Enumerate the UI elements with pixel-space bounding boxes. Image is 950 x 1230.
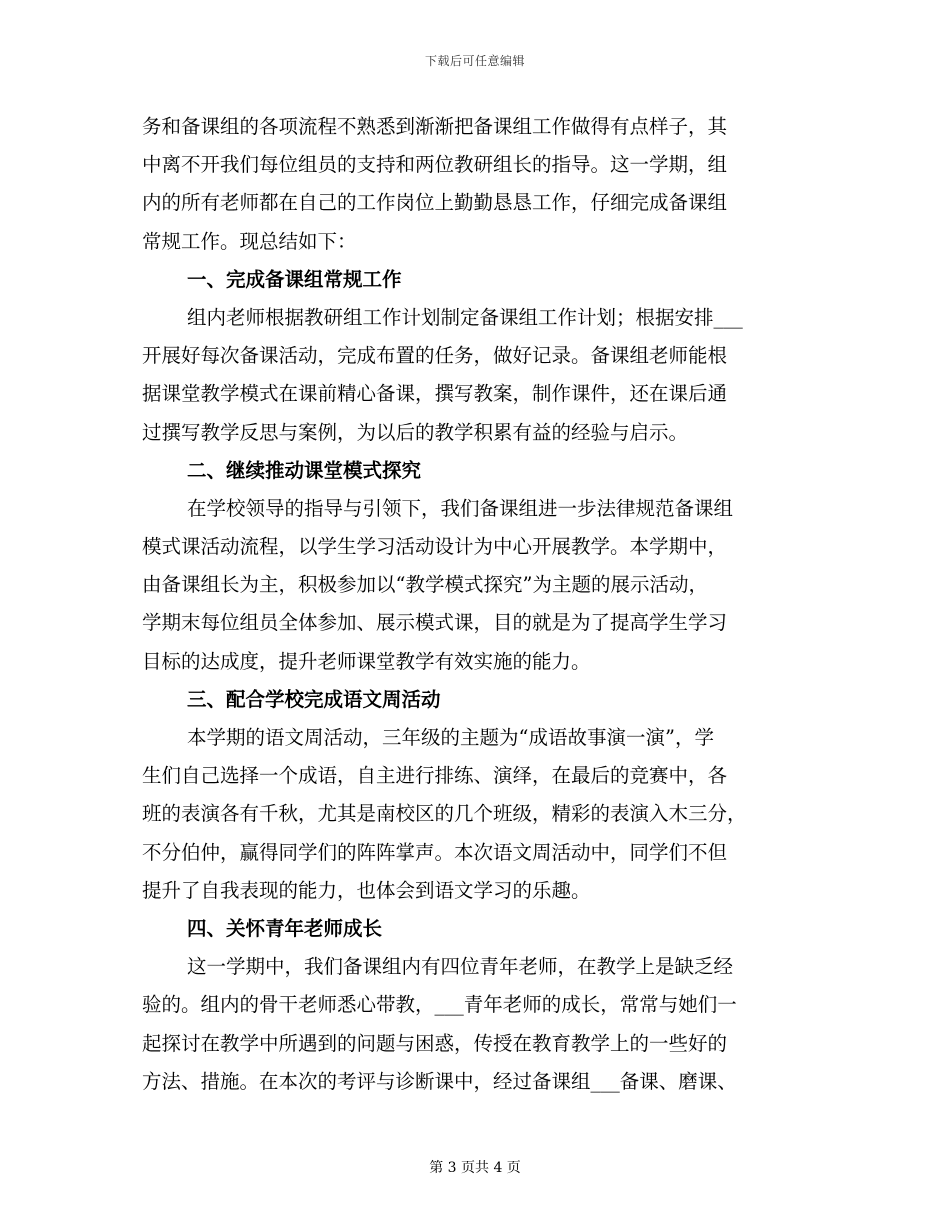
paragraph-line: 学期末每位组员全体参加、展示模式课，目的就是为了提高学生学习	[142, 611, 728, 635]
section-heading: 二、继续推动课堂模式探究	[187, 458, 422, 482]
document-body	[142, 108, 812, 1101]
paragraph-line: 不分伯仲，赢得同学们的阵阵掌声。本次语文周活动中，同学们不但	[142, 840, 728, 864]
paragraph-line: 内的所有老师都在自己的工作岗位上勤勤恳恳工作，仔细完成备课组	[142, 191, 728, 215]
paragraph-line: 提升了自我表现的能力，也体会到语文学习的乐趣。	[142, 878, 591, 902]
paragraph-line: 生们自己选择一个成语，自主进行排练、演绎，在最后的竞赛中，各	[142, 764, 728, 788]
paragraph-line: 中离不开我们每位组员的支持和两位教研组长的指导。这一学期，组	[142, 153, 728, 177]
paragraph-line: 开展好每次备课活动，完成布置的任务，做好记录。备课组老师能根	[142, 344, 728, 368]
page-header: 下载后可任意编辑	[424, 54, 525, 68]
paragraph-line: 组内老师根据教研组工作计划制定备课组工作计划；根据安排___	[187, 305, 743, 329]
paragraph-line: 常规工作。现总结如下：	[142, 229, 357, 253]
paragraph-line: 这一学期中，我们备课组内有四位青年老师，在教学上是缺乏经	[187, 955, 734, 979]
paragraph-line: 模式课活动流程，以学生学习活动设计为中心开展教学。本学期中，	[142, 535, 728, 559]
page-footer: 第 3 页共 4 页	[429, 1160, 521, 1176]
paragraph-line: 本学期的语文周活动，三年级的主题为“成语故事演一演”，学	[187, 726, 714, 749]
paragraph-line: 据课堂教学模式在课前精心备课，撰写教案，制作课件，还在课后通	[142, 382, 728, 406]
paragraph-line: 目标的达成度，提升老师课堂教学有效实施的能力。	[142, 649, 591, 673]
paragraph-line: 务和备课组的各项流程不熟悉到渐渐把备课组工作做得有点样子，其	[142, 115, 728, 138]
section-heading: 一、完成备课组常规工作	[187, 267, 402, 291]
paragraph-line: 起探讨在教学中所遇到的问题与困惑，传授在教育教学上的一些好的	[142, 1031, 728, 1055]
paragraph-line: 验的。组内的骨干老师悉心带教，___青年老师的成长，常常与她们一	[142, 993, 737, 1017]
paragraph-line: 班的表演各有千秋，尤其是南校区的几个班级，精彩的表演入木三分，	[142, 802, 747, 826]
paragraph-line: 由备课组长为主，积极参加以“教学模式探究”为主题的展示活动，	[142, 573, 708, 597]
section-heading: 三、配合学校完成语文周活动	[187, 687, 441, 711]
section-heading: 四、关怀青年老师成长	[187, 916, 383, 940]
paragraph-line: 过撰写教学反思与案例，为以后的教学积累有益的经验与启示。	[142, 420, 689, 444]
paragraph-line: 方法、措施。在本次的考评与诊断课中，经过备课组___备课、磨课、	[142, 1069, 737, 1093]
paragraph-line: 在学校领导的指导与引领下，我们备课组进一步法律规范备课组	[187, 496, 734, 520]
